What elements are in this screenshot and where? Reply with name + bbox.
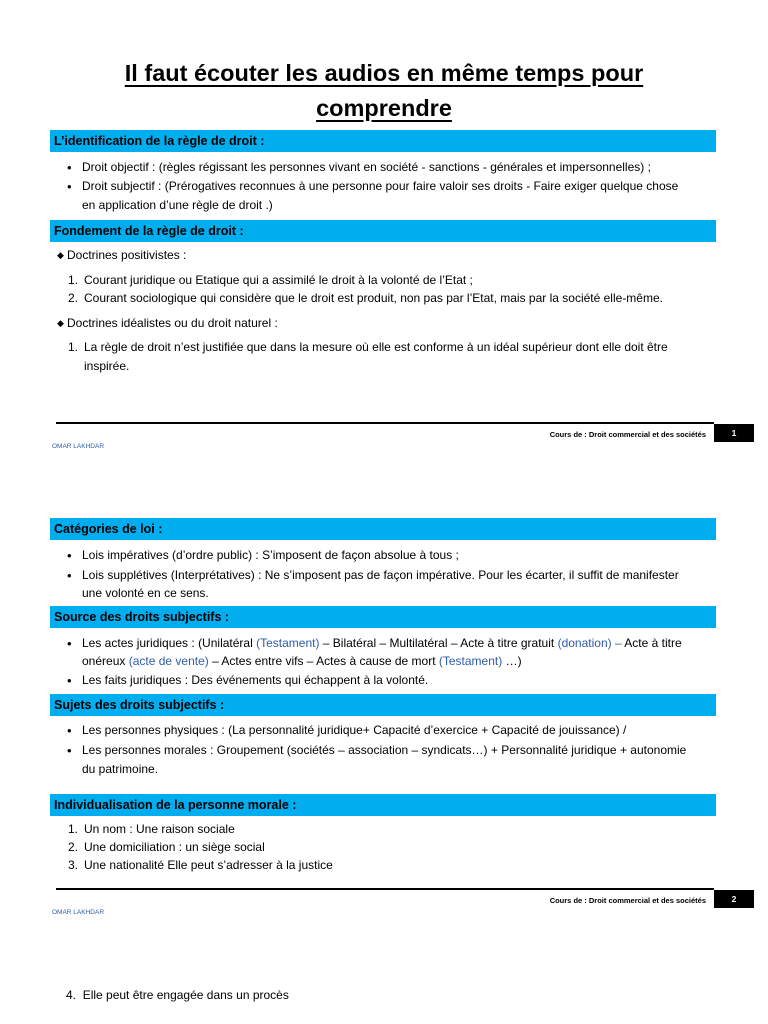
section-heading-identification: L’identification de la règle de droit :: [50, 130, 716, 152]
footer-course: Cours de : Droit commercial et des sociétés: [549, 896, 706, 905]
numbered-item: 2. Une domiciliation : un siège social: [68, 840, 265, 854]
numbered-item-continuation: inspirée.: [84, 359, 130, 373]
footer-divider: [56, 888, 714, 890]
list-item: • Les faits juridiques : Des événements qui échappent à la volonté.: [82, 671, 428, 690]
list-item: • Les personnes physiques : (La personnalité juridique+ Capacité d’exercice + Capacité de jouissance) /: [82, 721, 626, 740]
numbered-item: 1. La règle de droit n’est justifiée que dans la mesure où elle est conforme à un idéal supérieur dont elle doit être: [68, 340, 668, 354]
page-title-line2: comprendre: [316, 95, 452, 121]
section-heading-fondement: Fondement de la règle de droit :: [50, 220, 716, 242]
list-item-continuation: en application d’une règle de droit .): [82, 198, 273, 212]
page-title-line1: Il faut écouter les audios en même temps pour: [124, 60, 644, 86]
page-number: 1: [714, 424, 754, 442]
list-item-continuation: onéreux (acte de vente) – Actes entre vifs – Actes à cause de mort (Testament) …): [82, 654, 522, 668]
numbered-item: 4. Elle peut être engagée dans un procès: [66, 988, 289, 1002]
list-item: • Lois supplétives (Interprétatives) : Ne s’imposent pas de façon impérative. Pour les écarter, il suffit de manifester: [82, 566, 679, 585]
footer-course: Cours de : Droit commercial et des sociétés: [549, 430, 706, 439]
footer-author: OMAR LAKHDAR: [52, 909, 105, 916]
list-item: • Les personnes morales : Groupement (sociétés – association – syndicats…) + Personnalité juridique + autonomie: [82, 741, 686, 760]
section-heading-categories: Catégories de loi :: [50, 518, 716, 540]
numbered-item: 3. Une nationalité Elle peut s’adresser à la justice: [68, 858, 333, 872]
section-heading-individualisation: Individualisation de la personne morale :: [50, 794, 716, 816]
doctrine-label: ◆ Doctrines positivistes :: [67, 246, 186, 265]
footer-divider: [56, 422, 714, 424]
list-item: • Lois impératives (d’ordre public) : S’imposent de façon absolue à tous ;: [82, 546, 459, 565]
numbered-item: 2. Courant sociologique qui considère que le droit est produit, non pas par l’Etat, mais par la société elle-même.: [68, 291, 663, 305]
list-item: • Les actes juridiques : (Unilatéral (Testament) – Bilatéral – Multilatéral – Acte à titre gratuit (donation) – Acte à titre: [82, 634, 682, 653]
list-item: • Droit objectif : (règles régissant les personnes vivant en société - sanctions - générales et impersonnelles) ;: [82, 158, 651, 177]
doctrine-label: ◆ Doctrines idéalistes ou du droit naturel :: [67, 314, 278, 333]
numbered-item: 1. Un nom : Une raison sociale: [68, 822, 235, 836]
numbered-item: 1. Courant juridique ou Etatique qui a assimilé le droit à la volonté de l’Etat ;: [68, 273, 473, 287]
page-number: 2: [714, 890, 754, 908]
section-heading-source: Source des droits subjectifs :: [50, 606, 716, 628]
list-item-continuation: du patrimoine.: [82, 762, 159, 776]
list-item-continuation: une volonté en ce sens.: [82, 586, 209, 600]
list-item: • Droit subjectif : (Prérogatives reconnues à une personne pour faire valoir ses droits - Faire exiger quelque chose: [82, 177, 678, 196]
section-heading-subjects: Sujets des droits subjectifs :: [50, 694, 716, 716]
footer-author: OMAR LAKHDAR: [52, 443, 105, 450]
